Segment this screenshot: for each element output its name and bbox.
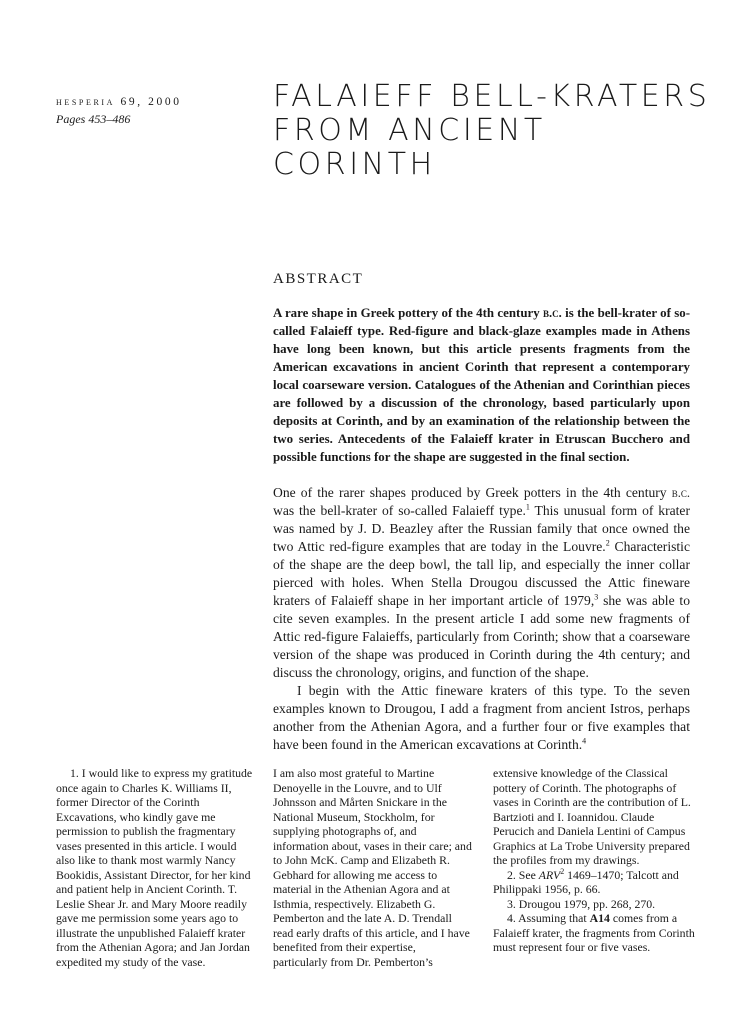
body-text: she was able to cite seven examples. In the present article I add some new fragments of Attic red-figure Falaieffs, particularly from Corinth; show that a coarseware version of the shape was produced in Corinth during the 4th century; and discuss the chronology, origins, and function of the shape. bbox=[273, 593, 690, 680]
body-paragraph-2 bbox=[273, 682, 690, 754]
title-line-1: FALAIEFF BELL-KRATERS bbox=[273, 79, 711, 114]
footnote-2 bbox=[493, 868, 698, 897]
footnote-1-continued: I am also most grateful to Martine Denoyelle in the Louvre, and to Ulf Johnsson and Mårten Snickare in the National Museum, Stockholm, for supplying photographs of, and information about, vases in their care; and to John McK. Camp and Elizabeth R. Gebhard for allowing me access to material in the Athenian Agora and at Isthmia, respectively. Elizabeth G. Pemberton and the late A. D. Trendall read early drafts of this article, and I have benefited from their expertise, particularly from Dr. Pemberton’s bbox=[273, 766, 472, 969]
body-text: Characteristic of the shape are the deep bowl, the tall lip, and especially the inner collar pierced with holes. When Stella Drougou discussed the Attic fineware kraters of Falaieff shape in her important article of 1979, bbox=[273, 539, 690, 608]
footnote-text: comes from a Falaieff krater, the fragments from Corinth must represent four or five vases. bbox=[493, 911, 695, 954]
body-text: This unusual form of krater was named by J. D. Beazley after the Russian family that once owned the two Attic red-figure examples that are today in the Louvre. bbox=[273, 503, 690, 554]
footnote-text: 4. Assuming that bbox=[507, 911, 590, 925]
abstract-text bbox=[273, 304, 690, 466]
footnote-text: 1469–1470; Talcott and Philippaki 1956, p. 66. bbox=[493, 867, 679, 896]
body-text: One of the rarer shapes produced by Greek potters in the 4th century bbox=[273, 485, 672, 500]
footnotes-column-1 bbox=[56, 766, 256, 969]
footnote-3: 3. Drougou 1979, pp. 268, 270. bbox=[507, 896, 656, 911]
body-paragraph-1 bbox=[273, 484, 690, 682]
body-text: was the bell-krater of so-called Falaieff type. bbox=[273, 503, 526, 518]
title-line-2: FROM ANCIENT bbox=[273, 113, 546, 148]
body-bc: b.c. bbox=[671, 486, 690, 500]
journal-name: hesperia 69, 2000 bbox=[56, 96, 182, 108]
footnote-text: 2. See bbox=[507, 867, 539, 882]
abstract-heading: ABSTRACT bbox=[273, 271, 364, 287]
footnote-arv-edition: 2 bbox=[560, 866, 565, 876]
page-range: Pages 453–486 bbox=[56, 112, 131, 126]
footnote-4 bbox=[493, 911, 698, 955]
abstract-text-2: is the bell-krater of so-called Falaieff type. Red-figure and black-glaze examples made in Athens have long been known, but this article presents fragments from the American excavations in ancient Corinth that represent a contemporary local coarseware version. Catalogues of the Athenian and Corinthian pieces are followed by a discussion of the chronology, based particularly upon deposits at Corinth, and by an examination of the relationship between the two series. Antecedents of the Falaieff krater in Etruscan Bucchero and possible functions for the shape are suggested in the final section. bbox=[273, 306, 690, 464]
footnotes-column-3 bbox=[493, 766, 698, 955]
body-text: I begin with the Attic fineware kraters of this type. To the seven examples known to Drougou, I add a fragment from ancient Istros, perhaps another from the Athenian Agora, and a further four or five examples that have been found in the American excavations at Corinth. bbox=[273, 683, 690, 752]
footnote-ref-2[interactable]: 2 bbox=[605, 538, 610, 548]
footnote-ref-1[interactable]: 1 bbox=[525, 502, 530, 512]
article-body bbox=[273, 484, 690, 754]
footnote-ref-3[interactable]: 3 bbox=[594, 592, 599, 602]
article-title bbox=[273, 80, 713, 182]
footnote-arv: ARV bbox=[538, 867, 561, 882]
abstract-text-1: A rare shape in Greek pottery of the 4th century bbox=[273, 306, 544, 320]
abstract-bc: b.c. bbox=[543, 306, 562, 320]
footnotes-column-2 bbox=[273, 766, 473, 969]
catalogue-ref: A14 bbox=[589, 911, 610, 925]
footnote-1-end: extensive knowledge of the Classical pottery of Corinth. The photographs of vases in Corinth are the contribution of L. Bartzioti and I. Ioannidou. Claude Perucich and Daniela Lentini of Campus Graphics at La Trobe University prepared the profiles from my drawings. bbox=[493, 766, 691, 867]
footnote-1: 1. I would like to express my gratitude once again to Charles K. Williams II, former Director of the Corinth Excavations, who kindly gave me permission to publish the fragmentary vases presented in this article. I would also like to thank most warmly Nancy Bookidis, Assistant Director, for her kind and patient help in Ancient Corinth. T. Leslie Shear Jr. and Mary Moore readily gave me permission some years ago to illustrate the unpublished Falaieff krater from the Athenian Agora; and Jan Jordan expedited my study of the vase. bbox=[56, 766, 253, 969]
journal-header bbox=[56, 95, 256, 127]
title-line-3: CORINTH bbox=[273, 147, 436, 182]
footnote-ref-4[interactable]: 4 bbox=[582, 736, 587, 746]
